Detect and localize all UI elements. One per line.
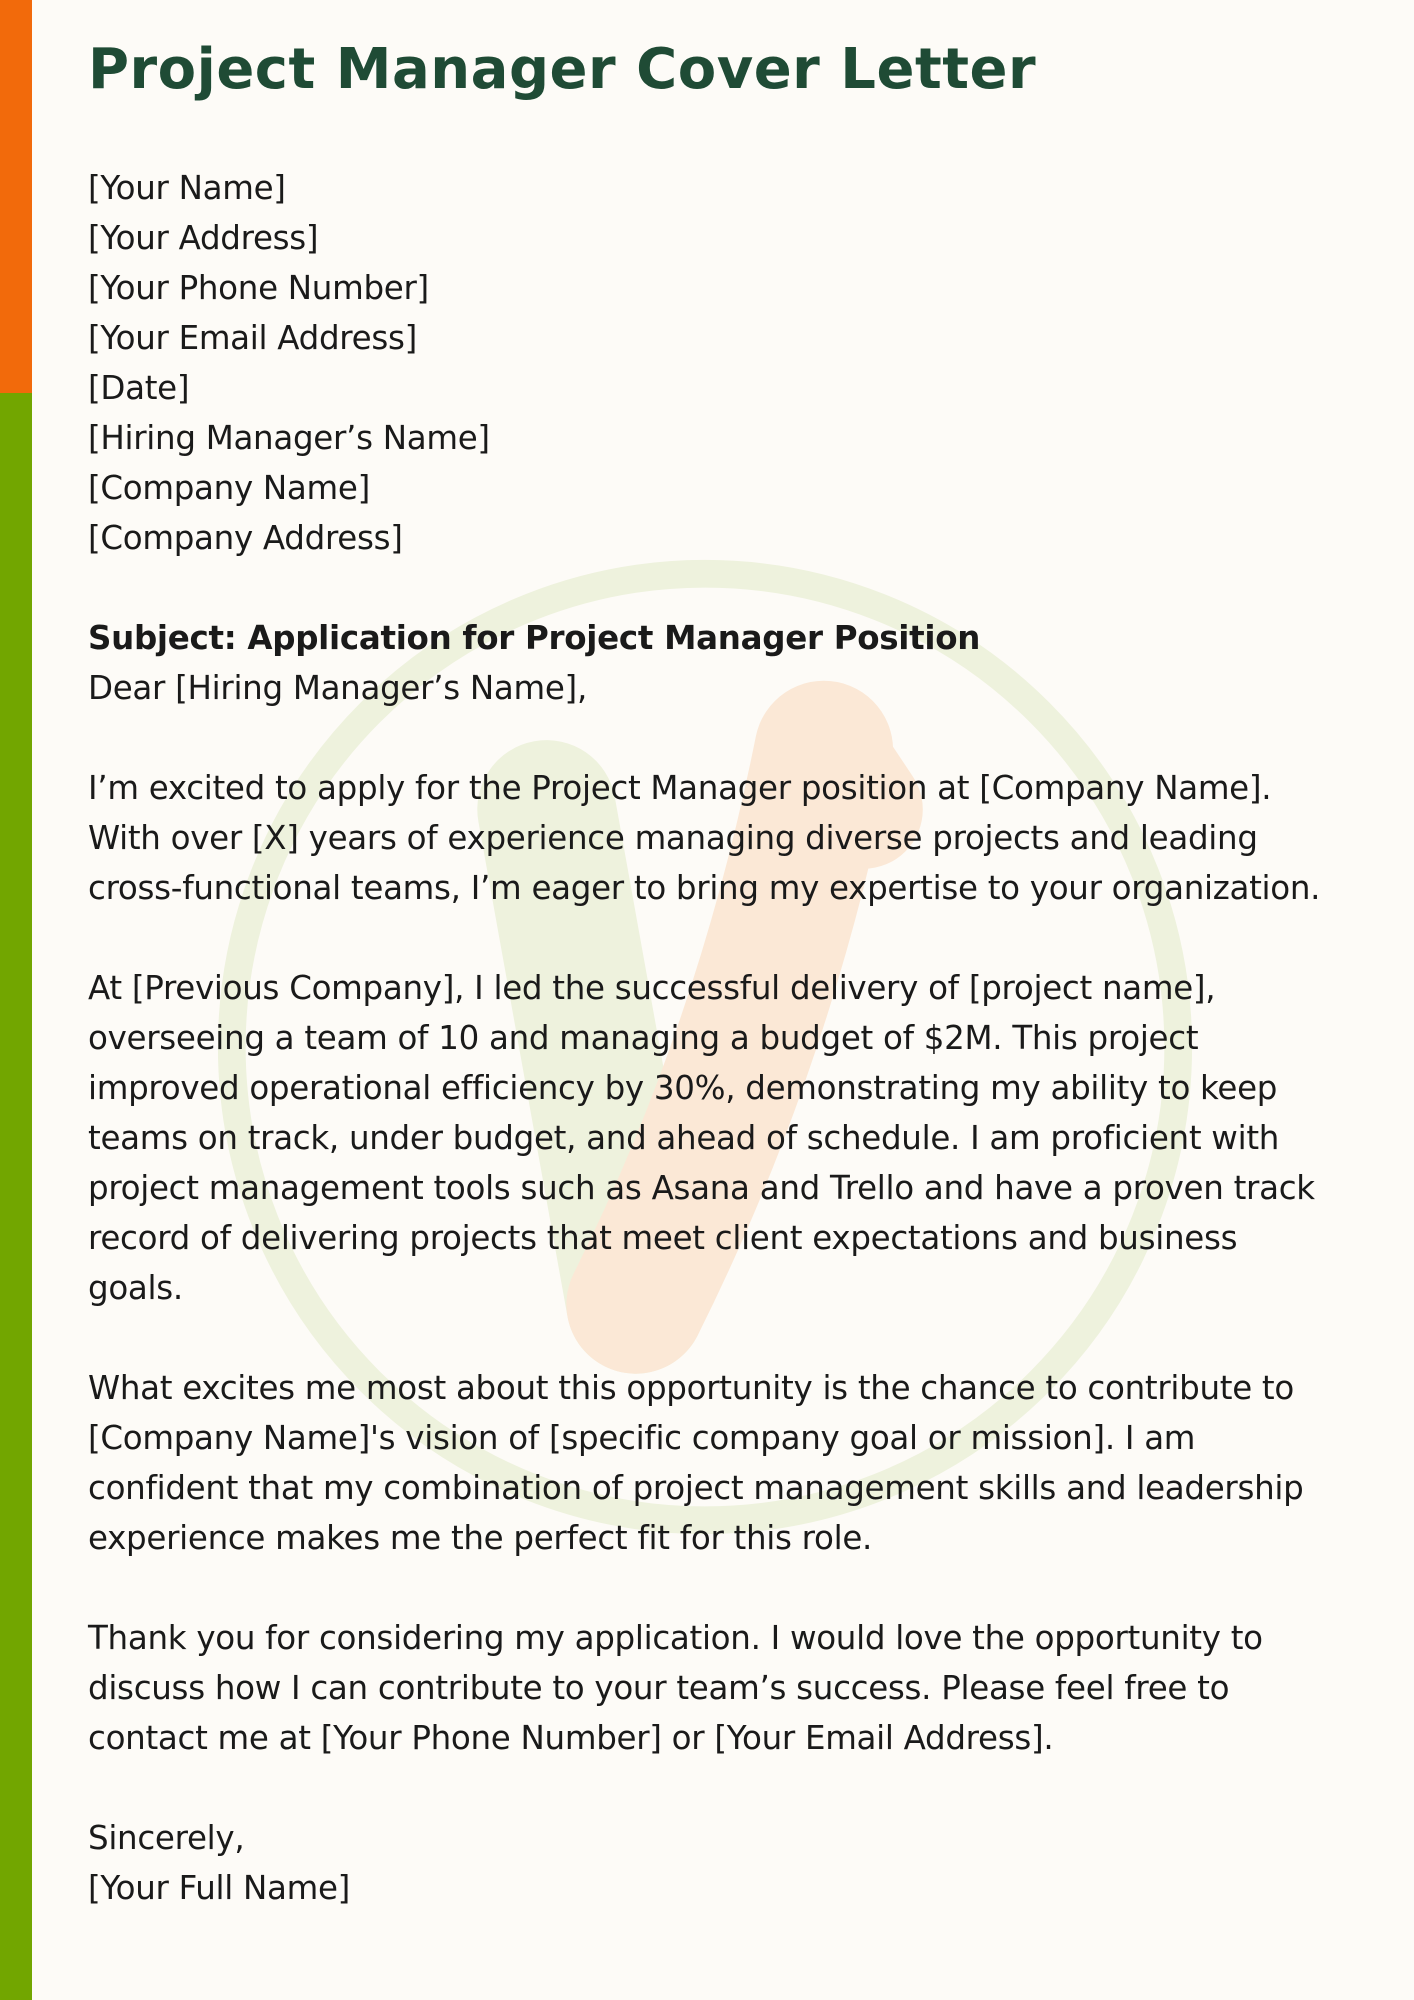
side-accent-orange (0, 0, 32, 393)
paragraph-closing (88, 1613, 1378, 1763)
paragraph-line: cross-functional teams, I’m eager to bring my expertise to your organization. (88, 869, 1321, 907)
paragraph-intro (88, 763, 1378, 913)
paragraph-line: overseeing a team of 10 and managing a budget of $2M. This project (88, 1019, 1199, 1057)
paragraph-line: At [Previous Company], I led the successful delivery of [project name], (88, 969, 1216, 1007)
spacer (88, 1563, 1378, 1613)
paragraph-line: teams on track, under budget, and ahead of schedule. I am proficient with (88, 1119, 1280, 1157)
paragraph-line: With over [X] years of experience managing diverse projects and leading (88, 819, 1258, 857)
paragraph-line: contact me at [Your Phone Number] or [Your Email Address]. (88, 1719, 1054, 1757)
spacer (88, 1763, 1378, 1813)
paragraph-line: [Company Name]'s vision of [specific company goal or mission]. I am (88, 1419, 1196, 1457)
sender-name: [Your Name] (88, 169, 286, 207)
paragraph-line: goals. (88, 1269, 183, 1307)
paragraph-line: record of delivering projects that meet client expectations and business (88, 1219, 1238, 1257)
paragraph-line: confident that my combination of project management skills and leadership (88, 1469, 1304, 1507)
paragraph-line: experience makes me the perfect fit for this role. (88, 1519, 873, 1557)
letter-date: [Date] (88, 369, 190, 407)
paragraph-line: project management tools such as Asana and Trello and have a proven track (88, 1169, 1315, 1207)
spacer (88, 563, 1378, 613)
paragraph-motivation (88, 1363, 1378, 1563)
spacer (88, 1313, 1378, 1363)
paragraph-line: What excites me most about this opportunity is the chance to contribute to (88, 1369, 1294, 1407)
side-accent-green (0, 393, 32, 2000)
sender-address: [Your Address] (88, 219, 319, 257)
letter-body (88, 163, 1378, 1913)
spacer (88, 913, 1378, 963)
paragraph-line: improved operational efficiency by 30%, demonstrating my ability to keep (88, 1069, 1278, 1107)
subject-line: Subject: Application for Project Manager Position (88, 619, 981, 657)
paragraph-line: I’m excited to apply for the Project Manager position at [Company Name]. (88, 769, 1272, 807)
company-name: [Company Name] (88, 469, 370, 507)
hiring-manager-name: [Hiring Manager’s Name] (88, 419, 490, 457)
spacer (88, 713, 1378, 763)
paragraph-line: Thank you for considering my application. I would love the opportunity to (88, 1619, 1263, 1657)
side-accent-bar (0, 0, 32, 2000)
paragraph-experience (88, 963, 1378, 1313)
company-address: [Company Address] (88, 519, 403, 557)
closing: Sincerely, (88, 1819, 245, 1857)
page-title: Project Manager Cover Letter (88, 37, 1037, 102)
sender-block (88, 163, 1378, 563)
signature: [Your Full Name] (88, 1869, 351, 1907)
sender-email: [Your Email Address] (88, 319, 417, 357)
paragraph-line: discuss how I can contribute to your team’s success. Please feel free to (88, 1669, 1230, 1707)
sender-phone: [Your Phone Number] (88, 269, 429, 307)
salutation: Dear [Hiring Manager’s Name], (88, 669, 587, 707)
